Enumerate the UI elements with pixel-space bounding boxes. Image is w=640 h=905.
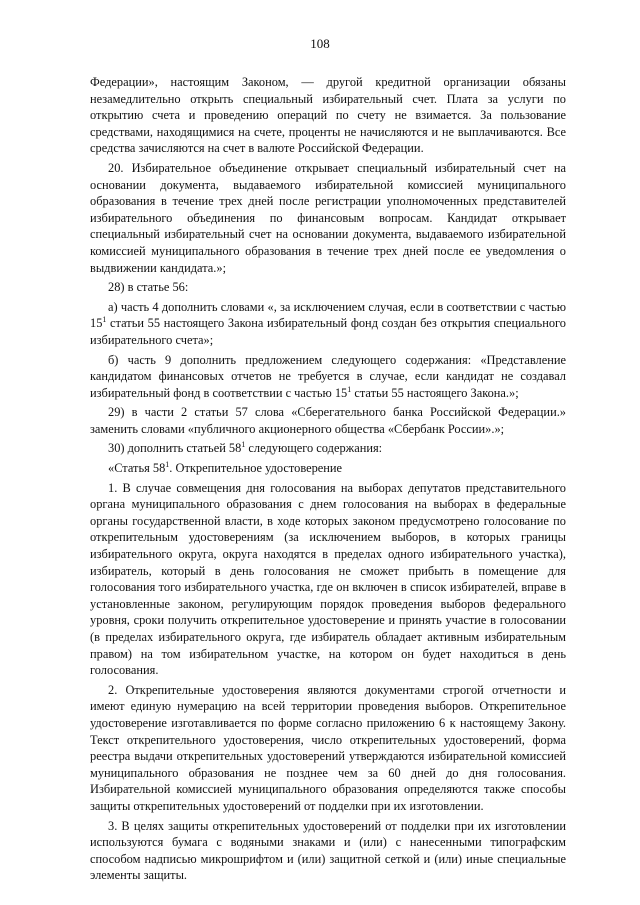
article-title-text-2: . Открепительное удостоверение bbox=[169, 461, 343, 476]
article-title bbox=[90, 460, 566, 477]
clause-1: 1. В случае совмещения дня голосования на выборах депутатов представительного органа муниципального образования с днем голосования на выборах в федеральные органы государственной власти, в ходе которых законом предусмотрено голосование по открепительным удостоверениям (за исключением выборов, в которых границы избирательного округа, округа находятся в пределах одного избирательного участка), избиратель, который в день голосования не сможет прибыть в помещение для голосования того избирательного участка, где он включен в список избирателей, вправе в установленные законом, регулирующим порядок проведения выборов федерального уровня, сроки получить открепительное удостоверение и принять участие в голосовании (в пределах избирательного округа, где избиратель обладает активным избирательным правом) на том избирательном участке, на котором он будет находиться в день голосования. bbox=[90, 480, 566, 678]
item-28: 28) в статье 56: bbox=[108, 280, 189, 295]
page-number: 108 bbox=[310, 36, 330, 51]
item-28-b bbox=[90, 352, 566, 402]
paragraph-20: 20. Избирательное объединение открывает специальный избирательный счет на основании документа, выдаваемого избирательной комиссией муниципального образования в течение трех дней после регистрации уполномоченных представителей избирательного объединения по финансовым вопросам. Кандидат открывает специальный избирательный счет на основании документа, выдаваемого избирательной комиссией муниципального образования в течение трех дней после ее уведомления о выдвижении кандидата.»; bbox=[90, 160, 566, 275]
clause-2: 2. Открепительные удостоверения являются документами строгой отчетности и имеют единую нумерацию на всей территории проведения выборов. Открепительное удостоверение изготавливается по форме согласно приложению 6 к настоящему Закону. Текст открепительного удостоверения, число открепительных удостоверений, форма реестра выдачи открепительных удостоверений утверждаются избирательной комиссией муниципального образования не позднее чем за 60 дней до дня голосования. Избирательной комиссией муниципального образования определяются также способы защиты открепительных удостоверений от подделки при их изготовлении. bbox=[90, 682, 566, 813]
item-30 bbox=[90, 440, 566, 457]
item-b-text-2: статьи 55 настоящего Закона.»; bbox=[351, 385, 519, 400]
item-28-a bbox=[90, 299, 566, 349]
item-a-text-2: статьи 55 настоящего Закона избирательный фонд создан без открытия специального избирательного счета»; bbox=[90, 316, 566, 347]
article-title-sup: 1 bbox=[165, 460, 170, 470]
article-title-text-1: «Статья 58 bbox=[108, 461, 166, 476]
item-30-text-1: 30) дополнить статьей 58 bbox=[108, 441, 242, 456]
document-body bbox=[90, 74, 566, 887]
item-a-sup: 1 bbox=[102, 315, 107, 325]
item-30-text-2: следующего содержания: bbox=[245, 441, 383, 456]
clause-3: 3. В целях защиты открепительных удостоверений от подделки при их изготовлении используются бумага с водяными знаками и (или) с нанесенными типографским способом надписью микрошрифтом и (или) защитной сеткой и (или) иные специальные элементы защиты. bbox=[90, 818, 566, 883]
item-b-text-1: б) часть 9 дополнить предложением следующего содержания: «Представление кандидатом финансовых отчетов не требуется в случае, если кандидат не создавал избирательный фонд в соответствии с частью 15 bbox=[90, 352, 566, 400]
item-30-sup: 1 bbox=[241, 440, 246, 450]
item-a-text-1: а) часть 4 дополнить словами «, за исключением случая, если в соответствии с частью 15 bbox=[90, 299, 566, 331]
item-b-sup: 1 bbox=[347, 384, 352, 394]
paragraph-continuation: Федерации», настоящим Законом, — другой кредитной организации обязаны незамедлительно открыть специальный избирательный счет. Плата за услуги по открытию счета и проведению операций по счету не взимается. За пользование средствами, находящимися на счете, проценты не начисляются и не выплачиваются. Все средства зачисляются на счет в валюте Российской Федерации. bbox=[90, 75, 566, 156]
item-29: 29) в части 2 статьи 57 слова «Сберегательного банка Российской Федерации.» заменить словами «публичного акционерного общества «Сбербанк России».»; bbox=[90, 405, 566, 436]
